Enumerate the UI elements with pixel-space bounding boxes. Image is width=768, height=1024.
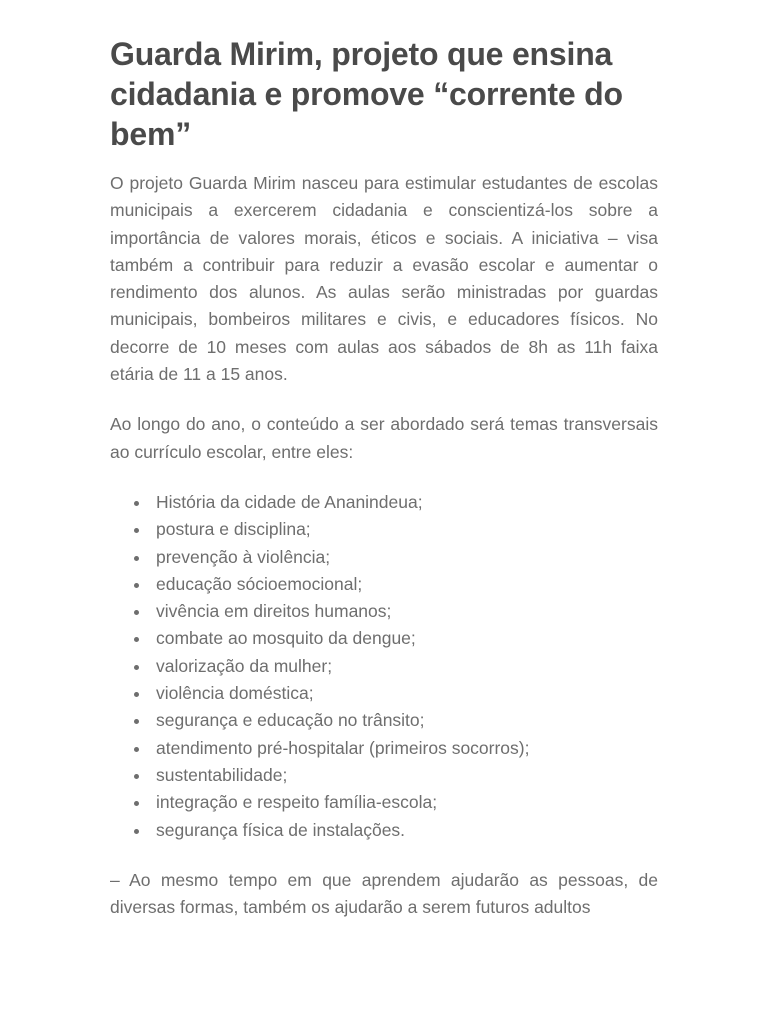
list-item-text: atendimento pré-hospitalar (primeiros socorros); — [156, 737, 530, 758]
list-item-text: História da cidade de Ananindeua; — [156, 491, 423, 512]
list-item — [134, 489, 658, 516]
list-item-text: segurança e educação no trânsito; — [156, 710, 425, 731]
list-item-text: integração e respeito família-escola; — [156, 792, 438, 813]
list-item — [134, 625, 658, 652]
article — [110, 34, 658, 921]
list-item — [134, 544, 658, 571]
list-item-text: segurança física de instalações. — [156, 819, 406, 840]
list-item — [134, 817, 658, 844]
list-item — [134, 516, 658, 543]
bullet-icon — [134, 801, 139, 806]
list-item-text: valorização da mulher; — [156, 655, 333, 676]
list-item — [134, 762, 658, 789]
bullet-icon — [134, 747, 139, 752]
bullet-icon — [134, 719, 139, 724]
list-item — [134, 680, 658, 707]
bullet-icon — [134, 692, 139, 697]
bullet-icon — [134, 829, 139, 834]
list-item — [134, 707, 658, 734]
article-title: Guarda Mirim, projeto que ensina cidadania e promove “corrente do bem” — [110, 36, 623, 152]
list-item — [134, 735, 658, 762]
intro-paragraph: O projeto Guarda Mirim nasceu para estimular estudantes de escolas municipais a exercerem cidadania e conscientizá-los sobre a importância de valores morais, éticos e sociais. A iniciativa – visa também a contribuir para reduzir a evasão escolar e aumentar o rendimento dos alunos. As aulas serão ministradas por guardas municipais, bombeiros militares e civis, e educadores físicos. No decorre de 10 meses com aulas aos sábados de 8h as 11h faixa etária de 11 a 15 anos. — [110, 173, 658, 385]
bullet-icon — [134, 665, 139, 670]
topics-intro-paragraph: Ao longo do ano, o conteúdo a ser abordado será temas transversais ao currículo escolar, entre eles: — [110, 414, 658, 462]
list-item — [134, 571, 658, 598]
closing-paragraph: – Ao mesmo tempo em que aprendem ajudarão as pessoas, de diversas formas, também os ajudarão a serem futuros adultos — [110, 869, 658, 918]
bullet-icon — [134, 528, 139, 533]
list-item-text: vivência em direitos humanos; — [156, 601, 392, 622]
bullet-icon — [134, 610, 139, 615]
bullet-icon — [134, 556, 139, 561]
list-item-text: sustentabilidade; — [156, 764, 288, 785]
list-item-text: postura e disciplina; — [156, 519, 311, 540]
bullet-icon — [134, 583, 139, 588]
list-item-text: combate ao mosquito da dengue; — [156, 628, 416, 649]
list-item-text: prevenção à violência; — [156, 546, 331, 567]
list-item — [134, 789, 658, 816]
topics-list — [110, 489, 658, 844]
bullet-icon — [134, 501, 139, 506]
bullet-icon — [134, 637, 139, 642]
list-item — [134, 598, 658, 625]
list-item — [134, 653, 658, 680]
list-item-text: educação sócioemocional; — [156, 573, 363, 594]
list-item-text: violência doméstica; — [156, 683, 314, 704]
bullet-icon — [134, 774, 139, 779]
